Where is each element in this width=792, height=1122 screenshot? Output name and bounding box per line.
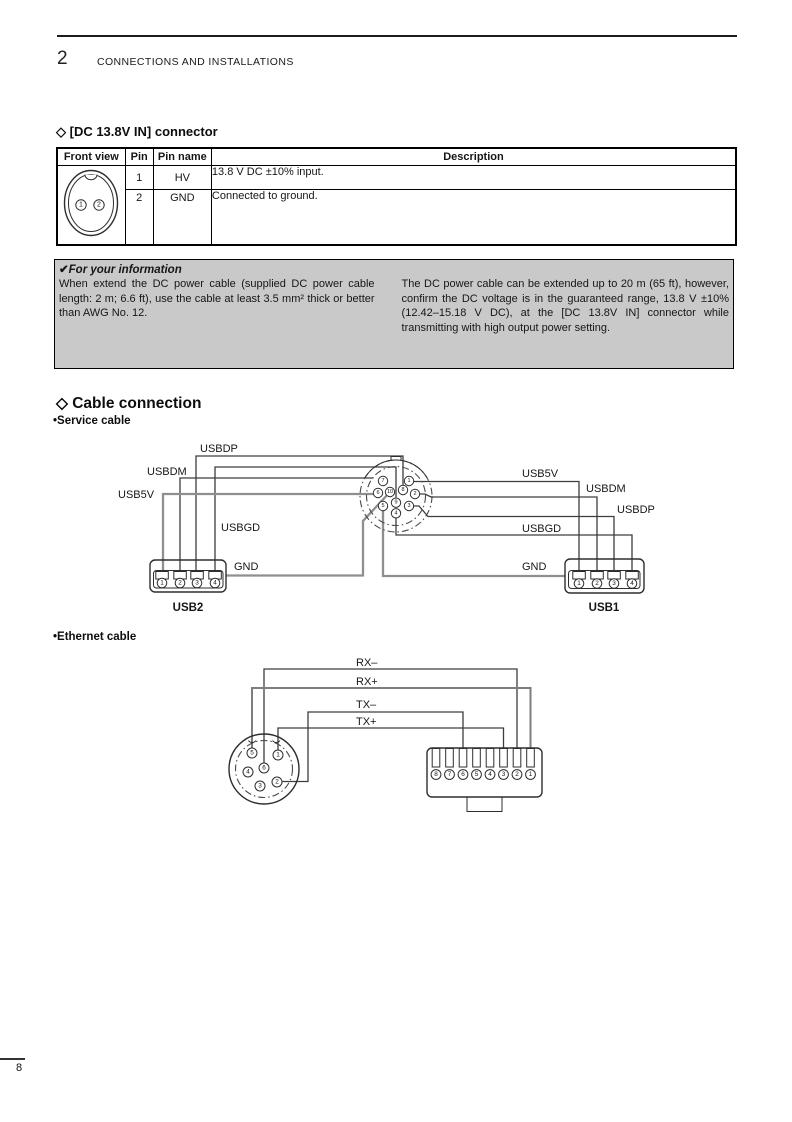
rj45-pin-2: 2 <box>515 771 519 778</box>
rj45-slot <box>500 749 508 768</box>
wire-label-tx-minus: TX– <box>356 699 377 711</box>
wire-label-usbdp-right: USBDP <box>617 504 655 516</box>
wire-label-rx-plus: RX+ <box>356 676 378 688</box>
rj45-slot <box>446 749 454 768</box>
rj45-pin-7: 7 <box>447 771 452 778</box>
din6-key-notch <box>273 741 281 743</box>
front-view-pin-1: 1 <box>79 201 84 209</box>
checkmark-icon: ✔ <box>59 264 69 276</box>
din6-pin-5: 5 <box>250 749 254 757</box>
info-left-paragraph: When extend the DC power cable (supplied DC power cable length: 2 m; 6.6 ft), use the cable at least 3.5 mm² thick or better than AWG No. 12. <box>59 278 375 320</box>
rj45-latch-tab <box>467 797 502 812</box>
usb1-pin-3: 3 <box>612 580 616 587</box>
info-box-title-text: For your information <box>68 264 182 276</box>
usb1-contact <box>608 572 621 580</box>
usb1-pin-1: 1 <box>577 580 581 587</box>
wire-label-usbgd-left: USBGD <box>221 522 261 534</box>
table-row <box>57 166 736 190</box>
rj45-slot <box>513 749 521 768</box>
usb1-pin-4: 4 <box>630 580 634 587</box>
front-view-cell <box>57 166 125 246</box>
usb2-label: USB2 <box>172 602 204 614</box>
wire-usbdm-left <box>180 478 373 571</box>
ethernet-cable-subtitle: •Ethernet cable <box>53 631 137 643</box>
connector-inner-ring <box>69 175 114 232</box>
cell-desc-hv: 13.8 V DC ±10% input. <box>211 166 736 190</box>
din10-pin-5: 5 <box>381 503 385 509</box>
din10-pin-6: 6 <box>376 490 380 496</box>
cell-pin-name-hv: HV <box>153 166 211 190</box>
din10-pin-8: 8 <box>401 487 405 493</box>
chapter-title: CONNECTIONS AND INSTALLATIONS <box>97 56 294 68</box>
wire-label-usbdm-right: USBDM <box>586 483 626 495</box>
rj45-pin-5: 5 <box>474 771 479 778</box>
usb1-contact <box>626 572 639 580</box>
service-cable-subtitle: •Service cable <box>53 415 131 427</box>
din10-pin-4: 4 <box>394 510 398 517</box>
wire-label-rx-minus: RX– <box>356 657 378 669</box>
rj45-slot <box>527 749 535 768</box>
usb1-contact <box>591 572 604 580</box>
rj45-pin-8: 8 <box>434 771 438 778</box>
usb1-contact <box>573 572 586 580</box>
wire-label-usbdp-left: USBDP <box>200 443 238 455</box>
wire-label-usbgd-right: USBGD <box>522 523 562 535</box>
info-right-paragraph: The DC power cable can be extended up to 20 m (65 ft), however, confirm the DC voltage is in the guaranteed range, 13.8 V ±10% (12.42–15.18 V DC), at the [DC 13.8V IN] connector while transmitting with high output power setting. <box>401 278 729 334</box>
cell-pin-name-gnd: GND <box>153 190 211 245</box>
usb2-pin-3: 3 <box>195 579 199 587</box>
rj45-slot <box>459 749 467 768</box>
footer-rule <box>0 1058 25 1060</box>
usb1-label: USB1 <box>588 602 620 614</box>
usb2-pin-4: 4 <box>213 579 217 587</box>
din6-pin-1: 1 <box>276 751 280 759</box>
din6-pin-6: 6 <box>262 764 266 772</box>
wire-label-tx-plus: TX+ <box>356 716 377 728</box>
din10-pin-3: 3 <box>407 503 411 509</box>
wire-label-gnd-right: GND <box>522 561 547 573</box>
cable-connection-title: ◇ Cable connection <box>56 395 202 412</box>
page-number: 8 <box>16 1062 23 1074</box>
cell-pin-1: 1 <box>125 166 153 190</box>
info-box-title <box>59 262 729 276</box>
chapter-number: 2 <box>57 48 68 69</box>
front-view-pin-2: 2 <box>97 201 102 209</box>
dc-connector-section-title: ◇ [DC 13.8V IN] connector <box>56 124 218 139</box>
din10-pin-10: 10 <box>386 489 394 495</box>
usb2-pin-2: 2 <box>178 579 182 587</box>
din6-pin-4: 4 <box>246 768 250 776</box>
table-row <box>57 190 736 245</box>
col-header-pin-name: Pin name <box>153 148 211 166</box>
rj45-pin-6: 6 <box>461 771 465 778</box>
wire-label-usbdm-left: USBDM <box>147 466 187 478</box>
din10-pin-1: 1 <box>407 478 411 484</box>
rj45-slot <box>473 749 481 768</box>
ethernet-cable-diagram <box>215 650 560 818</box>
din6-pin-2: 2 <box>275 778 279 786</box>
info-box <box>54 259 734 369</box>
header-rule <box>57 35 737 37</box>
rj45-body <box>427 748 542 797</box>
wire-label-usb5v-right: USB5V <box>522 468 559 480</box>
rj45-pin-3: 3 <box>501 771 506 778</box>
cell-pin-2: 2 <box>125 190 153 245</box>
connector-key-notch <box>85 175 97 180</box>
wire-tx-plus <box>278 728 504 750</box>
col-header-pin: Pin <box>125 148 153 166</box>
din10-pin-7: 7 <box>381 478 385 484</box>
usb1-pin-2: 2 <box>595 580 599 587</box>
rj45-pin-1: 1 <box>528 771 533 778</box>
dc-connector-front-view-drawing <box>58 166 124 241</box>
rj45-slot <box>432 749 440 768</box>
dc-connector-table <box>56 147 737 246</box>
din6-pin-3: 3 <box>258 782 262 790</box>
rj45-connector <box>427 748 542 812</box>
din10-pin-9: 9 <box>394 499 398 506</box>
table-header-row <box>57 148 736 166</box>
din10-pin-2: 2 <box>413 491 417 497</box>
cell-desc-gnd: Connected to ground. <box>211 190 736 245</box>
usb2-pin-1: 1 <box>160 579 164 587</box>
wire-usbdp-right <box>414 506 614 571</box>
wire-rx-plus <box>252 688 531 749</box>
col-header-front-view: Front view <box>57 148 125 166</box>
service-cable-diagram <box>50 440 760 620</box>
col-header-description: Description <box>211 148 736 166</box>
wire-label-gnd-left: GND <box>234 561 259 573</box>
wire-label-usb5v-left: USB5V <box>118 489 155 501</box>
rj45-pin-4: 4 <box>488 771 492 778</box>
rj45-slot <box>486 749 494 768</box>
